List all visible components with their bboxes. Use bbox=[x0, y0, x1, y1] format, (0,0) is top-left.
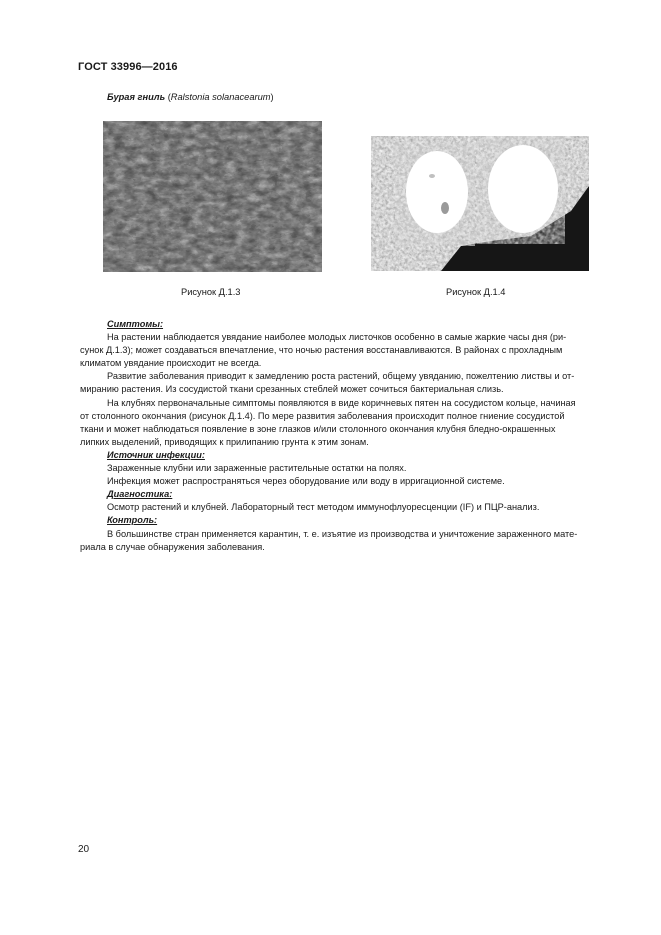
source-p1: Зараженные клубни или зараженные растительные остатки на полях. bbox=[107, 463, 407, 474]
figure-d14-caption: Рисунок Д.1.4 bbox=[446, 287, 506, 297]
symptoms-p3-line2: от столонного окончания (рисунок Д.1.4). По мере развития заболевания происходит полное гниение сосудистой bbox=[80, 410, 565, 421]
symptoms-heading: Симптомы: bbox=[107, 319, 164, 329]
diagnostics-p1: Осмотр растений и клубней. Лабораторный тест методом иммунофлуоресценции (IF) и ПЦР-анализ. bbox=[107, 502, 540, 513]
figure-d13-image bbox=[103, 121, 322, 272]
symptoms-p1-line1: На растении наблюдается увядание наиболее молодых листочков особенно в самые жаркие часы дня (ри- bbox=[107, 332, 567, 343]
section-title-latin: Ralstonia solanacearum bbox=[170, 92, 271, 102]
control-heading: Контроль: bbox=[107, 515, 158, 526]
diagnostics-heading: Диагностика: bbox=[107, 489, 173, 500]
symptoms-p3-line3: ткани и может наблюдаться появление в зоне глазков и/или столонного окончания клубня бледно-окрашенных bbox=[80, 423, 556, 434]
symptoms-p3-line4: липких выделений, приводящих к прилипанию грунта к этим зонам. bbox=[80, 436, 369, 447]
section-title bbox=[107, 92, 274, 102]
document-header: ГОСТ 33996—2016 bbox=[78, 61, 178, 73]
section-title-paren-open: ( bbox=[165, 92, 171, 102]
symptoms-p1-line3: климатом увядание происходит не всегда. bbox=[80, 358, 262, 369]
source-p2: Инфекция может распространяться через оборудование или воду в ирригационной системе. bbox=[107, 476, 505, 487]
figure-d13-caption: Рисунок Д.1.3 bbox=[181, 287, 241, 297]
symptoms-p1-line2: сунок Д.1.3); может создаваться впечатление, что ночью растения восстанавливаются. В районах с прохладным bbox=[80, 345, 563, 356]
symptoms-p3-line1: На клубнях первоначальные симптомы появляются в виде коричневых пятен на сосудистом кольце, начиная bbox=[107, 397, 576, 408]
section-title-ru: Бурая гниль bbox=[107, 92, 166, 102]
symptoms-p2-line1: Развитие заболевания приводит к замедлению роста растений, общему увяданию, пожелтению листвы и от- bbox=[107, 371, 575, 382]
page-number: 20 bbox=[78, 844, 90, 855]
symptoms-p2-line2: миранию растения. Из сосудистой ткани срезанных стеблей может сочиться бактериальная слизь. bbox=[80, 384, 504, 395]
main-text bbox=[80, 318, 614, 554]
control-p1-line1: В большинстве стран применяется карантин, т. е. изъятие из производства и уничтожение зараженного мате- bbox=[107, 528, 578, 539]
section-title-paren-close: ) bbox=[270, 92, 274, 102]
source-heading: Источник инфекции: bbox=[107, 449, 205, 460]
control-p1-line2: риала в случае обнаружения заболевания. bbox=[80, 541, 265, 552]
figure-d14-image bbox=[371, 136, 589, 271]
